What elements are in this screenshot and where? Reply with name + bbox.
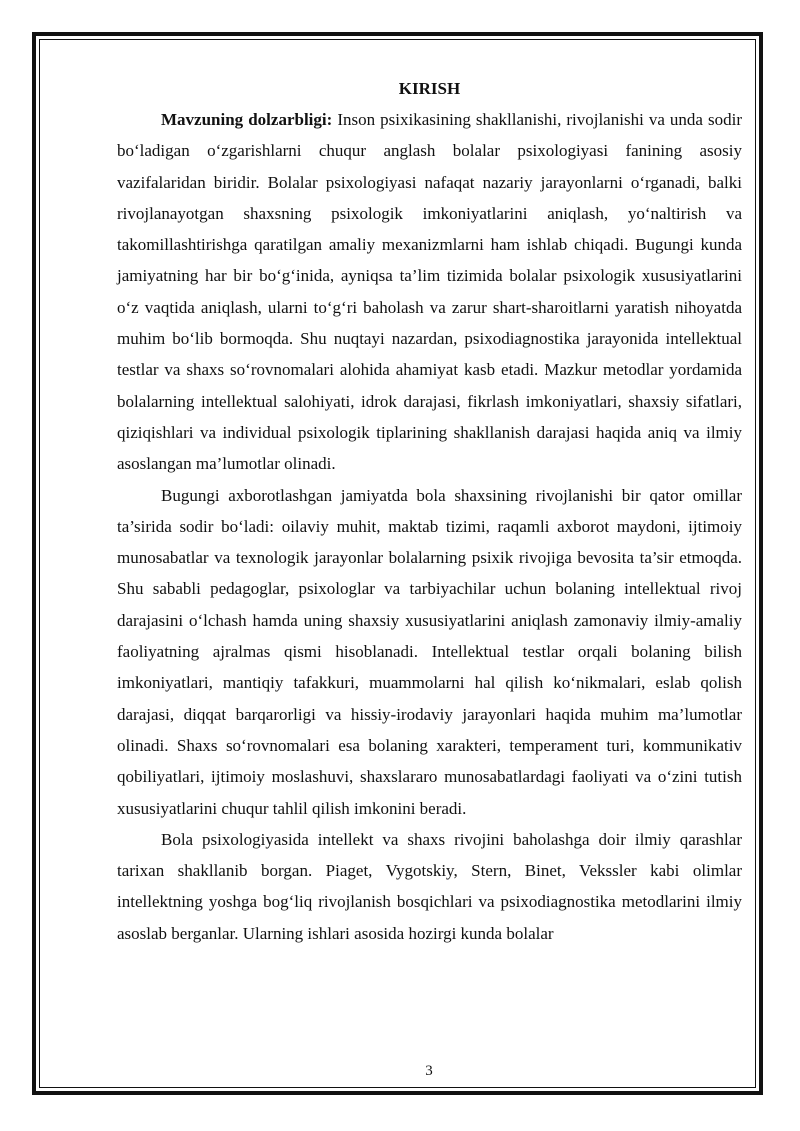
paragraph-text: Inson psixikasining shakllanishi, rivojlanishi va unda sodir bo‘ladigan o‘zgarishlarni chuqur anglash bolalar psixologiyasi fanining asosiy vazifalaridan biridir. Bolalar psixologiyasi nafaqat nazariy jarayonlarni o‘rganadi, balki rivojlanayotgan shaxsning psixologik imkoniyatlarini aniqlash, yo‘naltirish va takomillashtirishga qaratilgan amaliy mexanizmlarni ham ishlab chiqadi. Bugungi kunda jamiyatning har bir bo‘g‘inida, ayniqsa ta’lim tizimida bolalar psixologik xususiyatlarini o‘z vaqtida aniqlash, ularni to‘g‘ri baholash va zarur shart-sharoitlarni yaratish nihoyatda muhim bo‘lib bormoqda. Shu nuqtayi nazardan, psixodiagnostika jarayonida intellektual testlar va shaxs so‘rovnomalari alohida ahamiyat kasb etadi. Mazkur metodlar yordamida bolalarning intellektual salohiyati, idrok darajasi, fikrlash imkoniyatlari, shaxsiy sifatlari, qiziqishlari va individual psixologik tiplarining shakllanish darajasi haqida aniq va ilmiy asoslangan ma’lumotlar olinadi.	[117, 110, 743, 474]
paragraph-information-society	[117, 480, 742, 824]
page-number: 3	[425, 1063, 433, 1079]
paragraph-scientific-views	[117, 824, 742, 949]
document-body	[117, 74, 742, 949]
paragraph-relevance	[117, 104, 742, 480]
paragraph-text: Bola psixologiyasida intellekt va shaxs rivojini baholashga doir ilmiy qarashlar tarixan shakllanib borgan. Piaget, Vygotskiy, Stern, Binet, Vekssler kabi olimlar intellektning yoshga bog‘liq rivojlanish bosqichlari va psixodiagnostika metodlarini ilmiy asoslab berganlar. Ularning ishlari asosida hozirgi kunda bolalar	[117, 829, 742, 943]
paragraph-lead: Mavzuning dolzarbligi:	[161, 110, 333, 129]
section-heading: KIRISH	[398, 79, 461, 98]
paragraph-text: Bugungi axborotlashgan jamiyatda bola shaxsining rivojlanishi bir qator omillar ta’sirida sodir bo‘ladi: oilaviy muhit, maktab tizimi, raqamli axborot maydoni, ijtimoiy munosabatlar va texnologik jarayonlar bolalarning psixik rivojiga bevosita ta’sir etmoqda. Shu sababli pedagoglar, psixologlar va tarbiyachilar uchun bolaning intellektual rivoj darajasini o‘lchash hamda uning shaxsiy xususiyatlarini aniqlash zamonaviy ilmiy-amaliy faoliyatning ajralmas qismi hisoblanadi. Intellektual testlar orqali bolaning bilish imkoniyatlari, mantiqiy tafakkuri, muammolarni hal qilish ko‘nikmalari, eslab qolish darajasi, diqqat barqarorligi va hissiy-irodaviy jarayonlari haqida muhim ma’lumotlar olinadi. Shaxs so‘rovnomalari esa bolaning xarakteri, temperament turi, kommunikativ qobiliyatlari, ijtimoiy moslashuvi, shaxslararo munosabatlardagi faoliyati va o‘zini tutish xususiyatlarini chuqur tahlil qilish imkonini beradi.	[117, 485, 742, 818]
